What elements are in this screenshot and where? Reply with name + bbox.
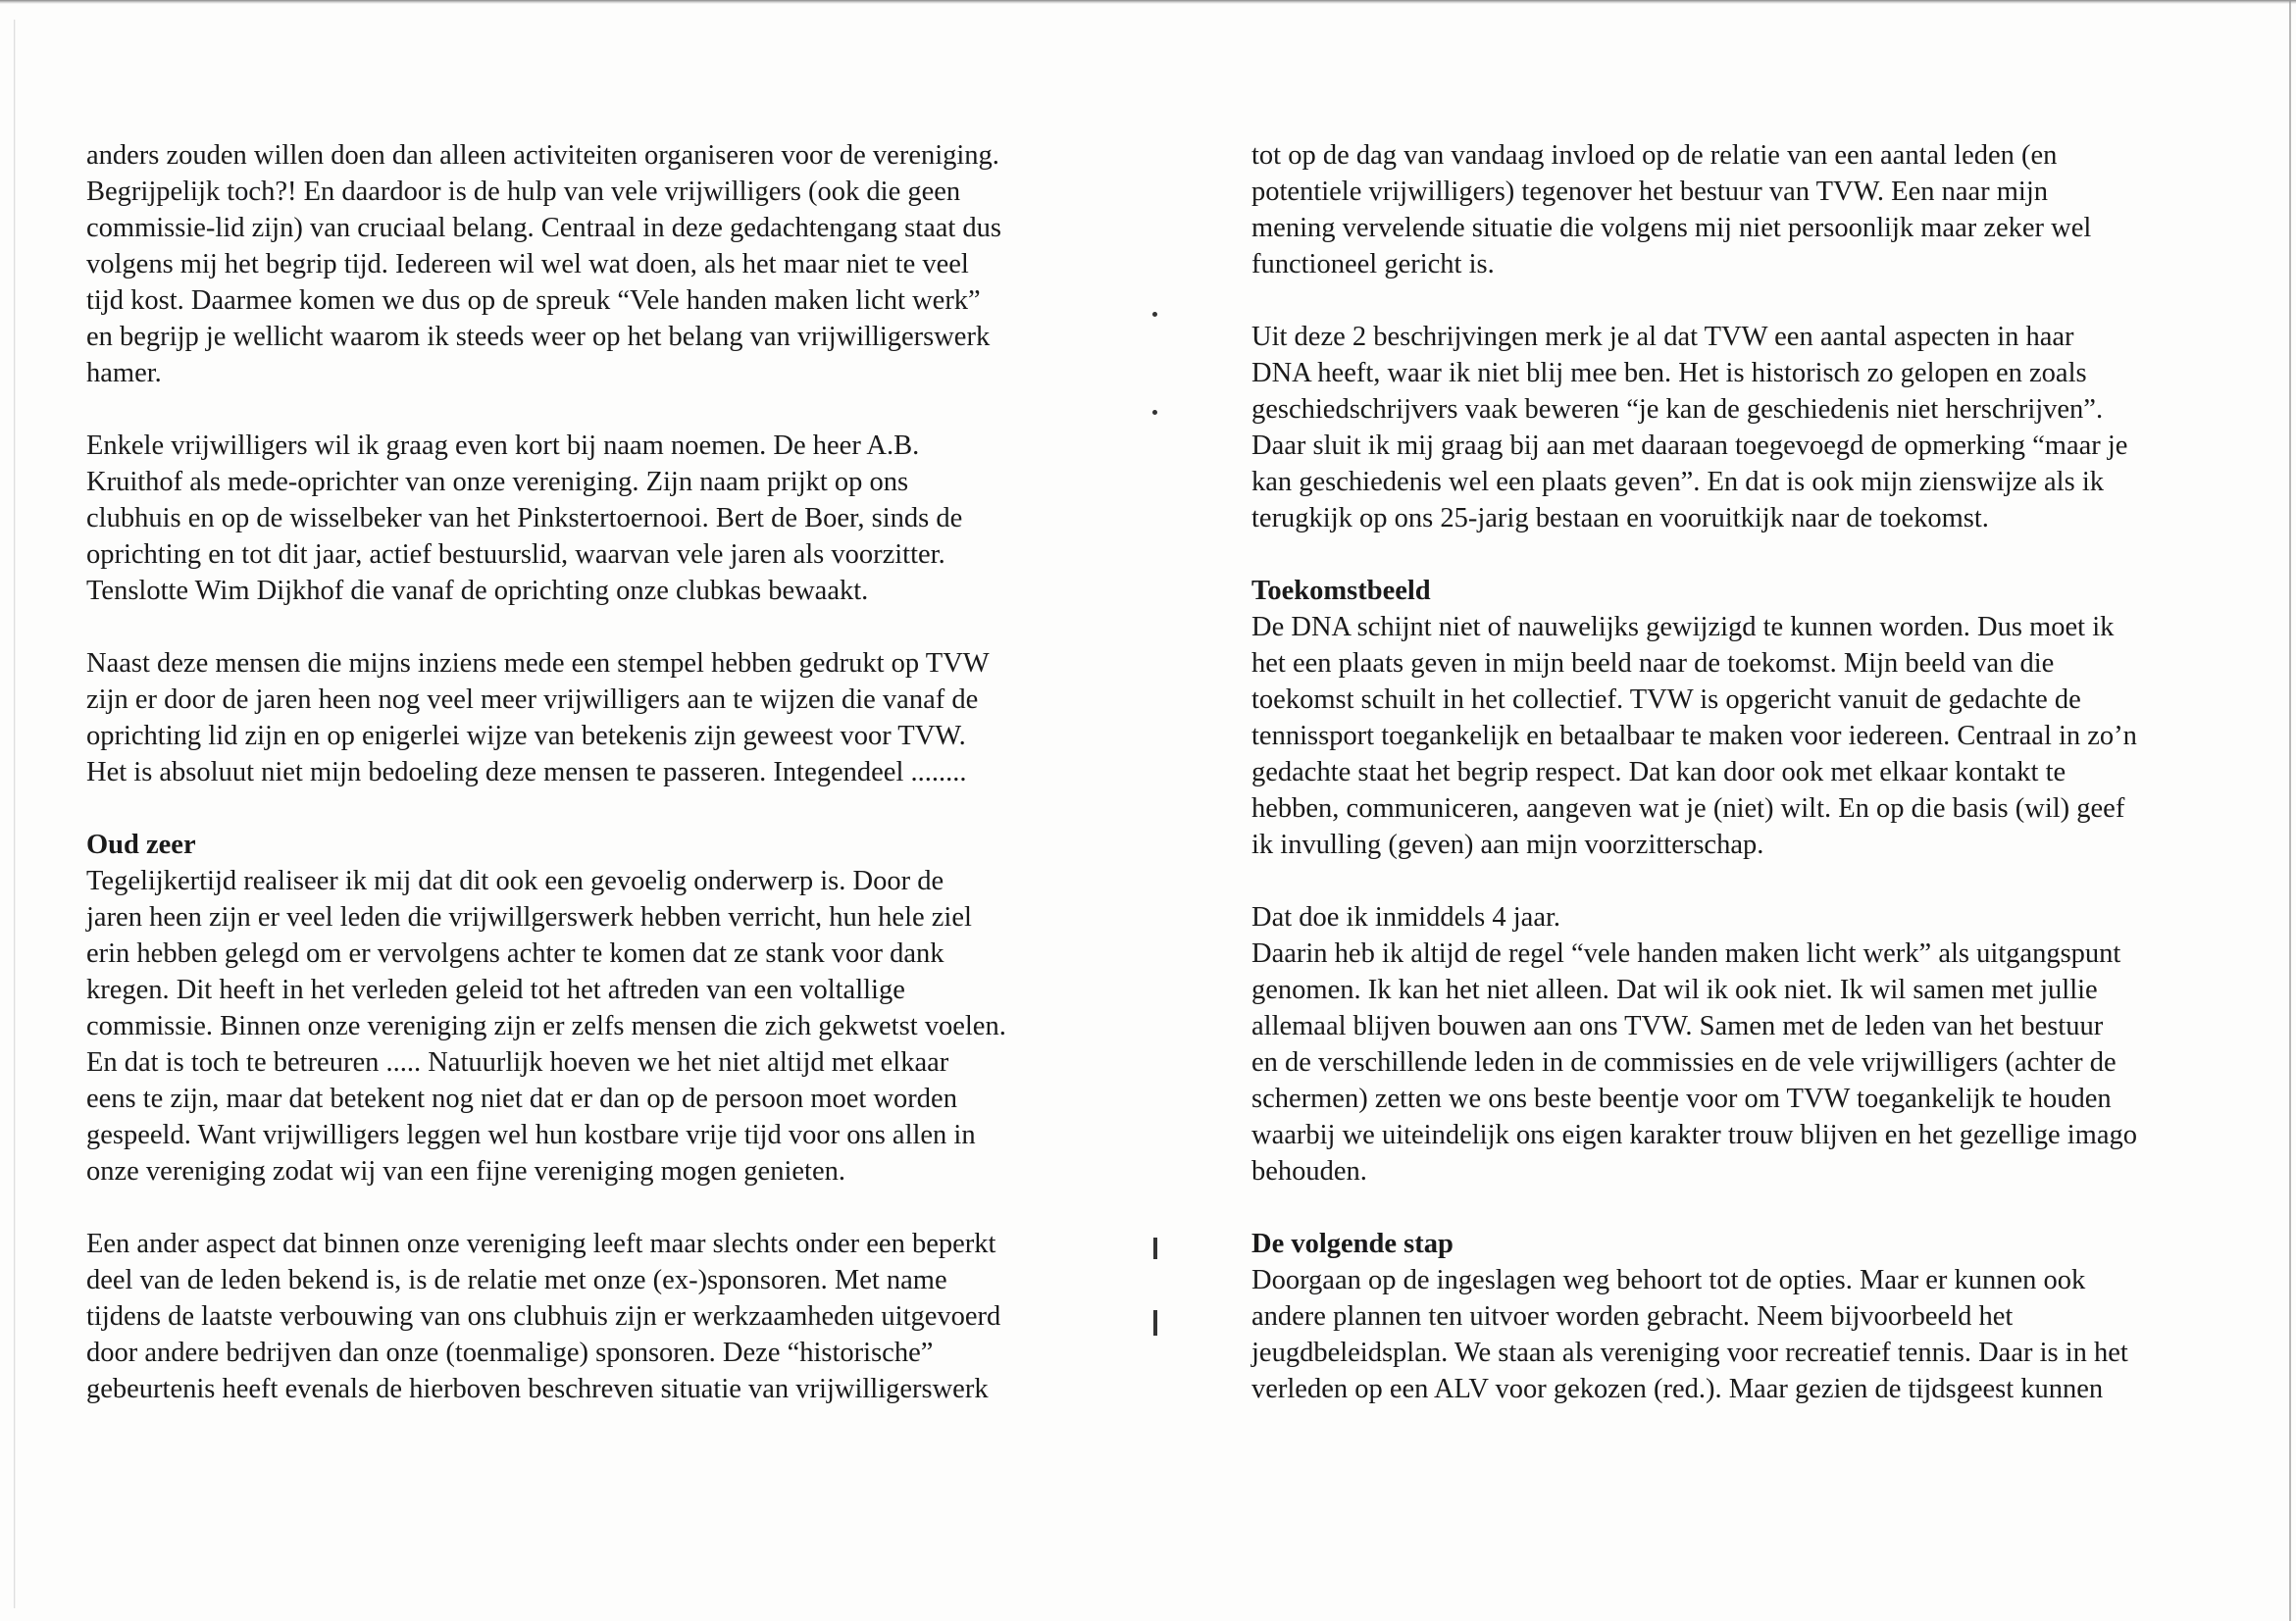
- left-column: [86, 137, 1121, 1407]
- margin-mark-dot: [1152, 312, 1157, 317]
- right-paragraph-3: De DNA schijnt niet of nauwelijks gewijzigd te kunnen worden. Dus moet ik het een plaats geven in mijn beeld naar de toekomst. Mijn beeld van die toekomst schuilt in het collectief. TVW is opgericht vanuit de gedachte de tennissport toegankelijk en betaalbaar te maken voor iedereen. Centraal in zo’n gedachte staat het begrip respect. Dat kan door ook met elkaar kontakt te hebben, communiceren, aangeven wat je (niet) wilt. En op die basis (wil) geef ik invulling (geven) aan mijn voorzitterschap.: [1251, 612, 2137, 860]
- left-paragraph-5: Een ander aspect dat binnen onze vereniging leeft maar slechts onder een beperkt deel van de leden bekend is, is de relatie met onze (ex-)sponsoren. Met name tijdens de laatste verbouwing van ons clubhuis zijn er werkzaamheden uitgevoerd door andere bedrijven dan onze (toenmalige) sponsoren. Deze “historische” gebeurtenis heeft evenals de hierboven beschreven situatie van vrijwilligerswerk: [86, 1229, 1001, 1404]
- right-column: [1251, 137, 2252, 1407]
- scan-left-edge: [14, 20, 16, 1608]
- margin-mark-line: [1153, 1310, 1157, 1336]
- right-paragraph-1: tot op de dag van vandaag invloed op de relatie van een aantal leden (en potentiele vrijwilligers) tegenover het bestuur van TVW. Een naar mijn mening vervelende situatie die volgens mij niet persoonlijk maar zeker wel functioneel gericht is.: [1251, 140, 2092, 279]
- section-heading-de-volgende-stap: De volgende stap: [1251, 1229, 1454, 1259]
- scan-top-edge: [0, 0, 2296, 4]
- right-paragraph-5: Doorgaan op de ingeslagen weg behoort tot de opties. Maar er kunnen ook andere plannen ten uitvoer worden gebracht. Neem bijvoorbeeld het jeugdbeleidsplan. We staan als vereniging voor recreatief tennis. Daar is in het verleden op een ALV voor gekozen (red.). Maar gezien de tijdsgeest kunnen: [1251, 1265, 2128, 1404]
- margin-mark-line: [1153, 1238, 1157, 1259]
- left-paragraph-1: anders zouden willen doen dan alleen activiteiten organiseren voor de vereniging. Begrijpelijk toch?! En daardoor is de hulp van vele vrijwilligers (ook die geen commissie-lid zijn) van cruciaal belang. Centraal in deze gedachtengang staat dus volgens mij het begrip tijd. Iedereen wil wel wat doen, als het maar niet te veel tijd kost. Daarmee komen we dus op de spreuk “Vele handen maken licht werk” en begrijp je wellicht waarom ik steeds weer op het belang van vrijwilligerswerk hamer.: [86, 140, 1002, 388]
- left-paragraph-4: Tegelijkertijd realiseer ik mij dat dit ook een gevoelig onderwerp is. Door de jaren heen zijn er veel leden die vrijwillgerswerk hebben verricht, hun hele ziel erin hebben gelegd om er vervolgens achter te komen dat ze stank voor dank kregen. Dit heeft in het verleden geleid tot het aftreden van een voltallige commissie. Binnen onze vereniging zijn er zelfs mensen die zich gekwetst voelen. En dat is toch te betreuren ..... Natuurlijk hoeven we het niet altijd met elkaar eens te zijn, maar dat betekent nog niet dat er dan op de persoon moet worden gespeeld. Want vrijwilligers leggen wel hun kostbare vrije tijd voor ons allen in onze vereniging zodat wij van een fijne vereniging mogen genieten.: [86, 866, 1006, 1187]
- scan-right-edge: [2289, 0, 2291, 1621]
- left-paragraph-3: Naast deze mensen die mijns inziens mede een stempel hebben gedrukt op TVW zijn er door de jaren heen nog veel meer vrijwilligers aan te wijzen die vanaf de oprichting lid zijn en op enigerlei wijze van betekenis zijn geweest voor TVW. Het is absoluut niet mijn bedoeling deze mensen te passeren. Integendeel ........: [86, 648, 990, 787]
- right-paragraph-2: Uit deze 2 beschrijvingen merk je al dat TVW een aantal aspecten in haar DNA heeft, waar ik niet blij mee ben. Het is historisch zo gelopen en zoals geschiedschrijvers vaak beweren “je kan de geschiedenis niet herschrijven”. Daar sluit ik mij graag bij aan met daaraan toegevoegd de opmerking “maar je kan geschiedenis wel een plaats geven”. En dat is ook mijn zienswijze als ik terugkijk op ons 25-jarig bestaan en vooruitkijk naar de toekomst.: [1251, 322, 2128, 533]
- margin-mark-dot: [1152, 410, 1157, 415]
- section-heading-toekomstbeeld: Toekomstbeeld: [1251, 576, 1431, 606]
- section-heading-oud-zeer: Oud zeer: [86, 830, 196, 860]
- right-paragraph-4: Dat doe ik inmiddels 4 jaar. Daarin heb ik altijd de regel “vele handen maken licht werk” als uitgangspunt genomen. Ik kan het niet alleen. Dat wil ik ook niet. Ik wil samen met jullie allemaal blijven bouwen aan ons TVW. Samen met de leden van het bestuur en de verschillende leden in de commissies en de vele vrijwilligers (achter de schermen) zetten we ons beste beentje voor om TVW toegankelijk te houden waarbij we uiteindelijk ons eigen karakter trouw blijven en het gezellige imago behouden.: [1251, 902, 2137, 1187]
- left-paragraph-2: Enkele vrijwilligers wil ik graag even kort bij naam noemen. De heer A.B. Kruithof als mede-oprichter van onze vereniging. Zijn naam prijkt op ons clubhuis en op de wisselbeker van het Pinkstertoernooi. Bert de Boer, sinds de oprichting en tot dit jaar, actief bestuurslid, waarvan vele jaren als voorzitter. Tenslotte Wim Dijkhof die vanaf de oprichting onze clubkas bewaakt.: [86, 431, 963, 606]
